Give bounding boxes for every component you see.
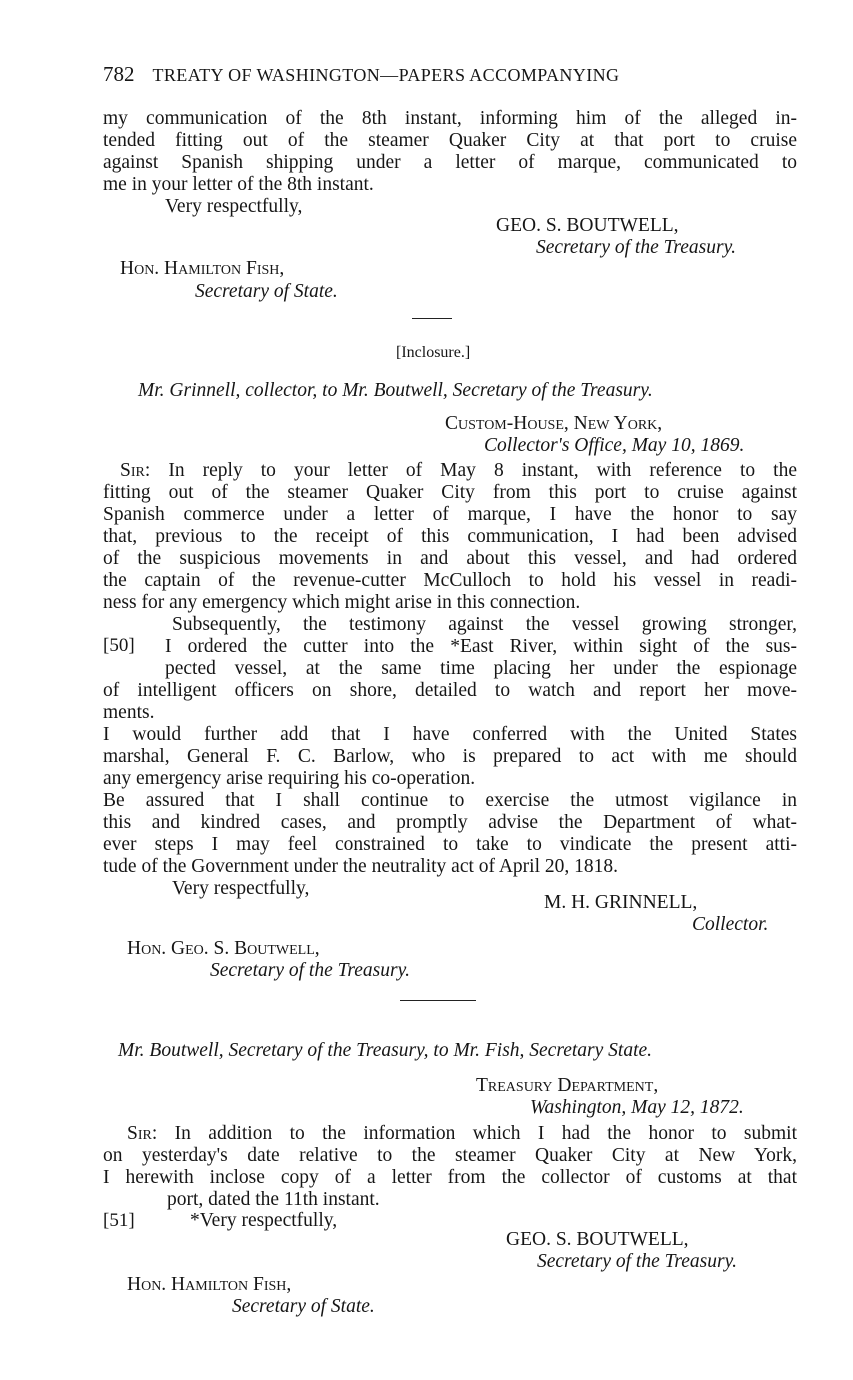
running-header <box>103 63 797 86</box>
letter2-line-7: ness for any emergency which might arise in this connection. <box>103 592 581 613</box>
letter3-place: Treasury Department, <box>476 1075 659 1096</box>
letter1-line-3: against Spanish shipping under a letter of marque, communicated to <box>103 152 797 173</box>
letter2-heading: Mr. Grinnell, collector, to Mr. Boutwell, Secretary of the Treasury. <box>138 380 653 401</box>
letter2-line-17: this and kindred cases, and promptly advise the Department of what- <box>103 812 797 833</box>
letter1-addressee-title: Secretary of State. <box>195 281 338 302</box>
letter2-line-4: that, previous to the receipt of this communication, I had been advised <box>103 526 797 547</box>
letter3-heading: Mr. Boutwell, Secretary of the Treasury, to Mr. Fish, Secretary State. <box>118 1040 653 1061</box>
letter2-line-14: marshal, General F. C. Barlow, who is prepared to act with me should <box>103 746 797 767</box>
letter2-line-18: ever steps I may feel constrained to take to vindicate the present atti- <box>103 834 797 855</box>
letter2-line-13: I would further add that I have conferred with the United States <box>103 724 797 745</box>
letter2-line-11: of intelligent officers on shore, detailed to watch and report her move- <box>103 680 797 701</box>
letter2-line-9: I ordered the cutter into the *East River, within sight of the sus- <box>165 636 797 657</box>
letter2-signer-title: Collector. <box>692 914 769 935</box>
letter1-signer-title: Secretary of the Treasury. <box>536 237 737 258</box>
letter1-line-4: me in your letter of the 8th instant. <box>103 174 374 195</box>
letter3-line-3: I herewith inclose copy of a letter from the collector of customs at that <box>103 1167 797 1188</box>
letter1-signer-name: GEO. S. BOUTWELL, <box>496 215 679 236</box>
margin-note-50: [50] <box>103 635 135 656</box>
letter3-line-1: Sir: In addition to the information which I had the honor to submit <box>127 1123 797 1144</box>
letter2-addressee-name: Hon. Geo. S. Boutwell, <box>127 938 320 959</box>
letter3-date: Washington, May 12, 1872. <box>530 1097 744 1118</box>
page-number: 782 <box>103 62 135 86</box>
letter2-line-8: Subsequently, the testimony against the vessel growing stronger, <box>172 614 797 635</box>
letter1-line-2: tended fitting out of the steamer Quaker City at that port to cruise <box>103 130 797 151</box>
section-divider-1 <box>412 318 452 319</box>
inclosure-label: [Inclosure.] <box>396 344 471 361</box>
letter3-salutation: Sir: <box>127 1123 158 1144</box>
letter2-line-1: Sir: In reply to your letter of May 8 instant, with reference to the <box>120 460 798 481</box>
letter2-line-2: fitting out of the steamer Quaker City from this port to cruise against <box>103 482 797 503</box>
letter2-addressee-title: Secretary of the Treasury. <box>210 960 411 981</box>
margin-note-51: [51] <box>103 1210 135 1231</box>
letter1-closing: Very respectfully, <box>165 196 303 217</box>
letter2-line-15: any emergency arise requiring his co-operation. <box>103 768 476 789</box>
letter1-addressee-name: Hon. Hamilton Fish, <box>120 258 285 279</box>
letter1-line-1: my communication of the 8th instant, informing him of the alleged in- <box>103 108 797 129</box>
letter2-office-date: Collector's Office, May 10, 1869. <box>484 435 745 456</box>
letter2-line-3: Spanish commerce under a letter of marque, I have the honor to say <box>103 504 797 525</box>
letter3-signer-name: GEO. S. BOUTWELL, <box>506 1229 689 1250</box>
letter2-line-5: of the suspicious movements in and about this vessel, and had ordered <box>103 548 797 569</box>
letter2-line-19: tude of the Government under the neutrality act of April 20, 1818. <box>103 856 618 877</box>
letter2-line-6: the captain of the revenue-cutter McCulloch to hold his vessel in readi- <box>103 570 797 591</box>
letter2-line-10: pected vessel, at the same time placing her under the espionage <box>165 658 797 679</box>
letter2-closing: Very respectfully, <box>172 878 310 899</box>
running-title: TREATY OF WASHINGTON—PAPERS ACCOMPANYING <box>152 65 620 85</box>
letter3-closing: *Very respectfully, <box>190 1210 338 1231</box>
letter2-place: Custom-House, New York, <box>445 413 663 434</box>
letter2-salutation: Sir: <box>120 460 151 481</box>
letter3-addressee-name: Hon. Hamilton Fish, <box>127 1274 292 1295</box>
letter3-line-4: port, dated the 11th instant. <box>167 1189 380 1210</box>
section-divider-2 <box>400 1000 476 1001</box>
letter3-signer-title: Secretary of the Treasury. <box>537 1251 738 1272</box>
letter2-line-12: ments. <box>103 702 155 723</box>
letter3-line-2: on yesterday's date relative to the steamer Quaker City at New York, <box>103 1145 797 1166</box>
letter2-line-16: Be assured that I shall continue to exercise the utmost vigilance in <box>103 790 797 811</box>
letter2-signer-name: M. H. GRINNELL, <box>544 892 698 913</box>
letter3-addressee-title: Secretary of State. <box>232 1296 375 1317</box>
